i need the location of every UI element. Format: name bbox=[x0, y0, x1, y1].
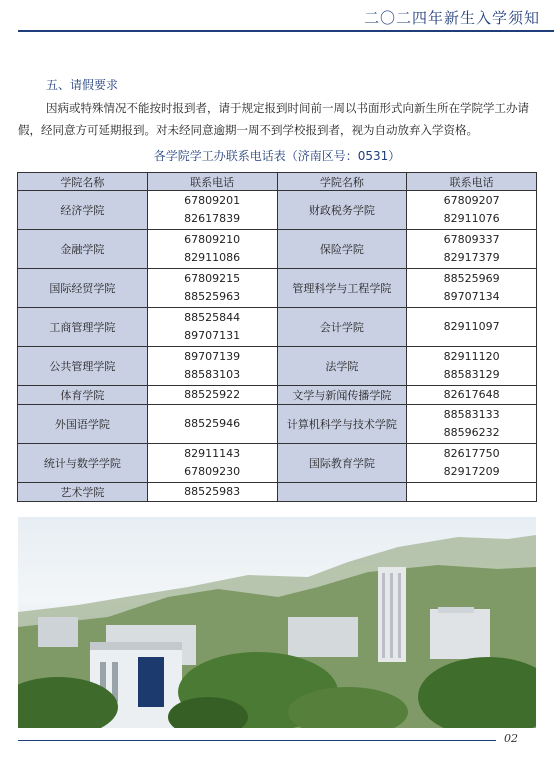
college-name-cell: 国际经贸学院 bbox=[18, 269, 148, 308]
college-name-cell: 公共管理学院 bbox=[18, 347, 148, 386]
page-header bbox=[18, 0, 554, 32]
table-row bbox=[18, 405, 537, 444]
phone-number: 88525946 bbox=[184, 417, 241, 430]
phone-cell bbox=[147, 347, 277, 386]
table-row bbox=[18, 308, 537, 347]
phone-cell bbox=[407, 444, 537, 483]
phone-cell bbox=[147, 308, 277, 347]
phone-number: 88583103 bbox=[184, 368, 241, 381]
table-row bbox=[18, 230, 537, 269]
phone-cell bbox=[407, 191, 537, 230]
header-divider bbox=[18, 30, 554, 32]
phone-cell bbox=[147, 444, 277, 483]
phone-number: 88525922 bbox=[184, 388, 241, 401]
college-name-cell: 文学与新闻传播学院 bbox=[277, 386, 407, 405]
table-row bbox=[18, 444, 537, 483]
table-row bbox=[18, 347, 537, 386]
college-name-cell: 保险学院 bbox=[277, 230, 407, 269]
table-row bbox=[18, 269, 537, 308]
phone-cell bbox=[147, 405, 277, 444]
college-name-cell: 法学院 bbox=[277, 347, 407, 386]
phone-cell bbox=[147, 483, 277, 502]
table-row bbox=[18, 386, 537, 405]
section-paragraph: 因病或特殊情况不能按时报到者，请于规定报到时间前一周以书面形式向新生所在学院学工办请假，经同意方可延期报到。对未经同意逾期一周不到学校报到者，视为自动放弃入学资格。 bbox=[18, 101, 529, 137]
phone-cell bbox=[407, 483, 537, 502]
table-body bbox=[18, 191, 537, 502]
phone-cell bbox=[407, 405, 537, 444]
campus-photo bbox=[18, 517, 536, 728]
phone-number: 88525983 bbox=[184, 485, 241, 498]
college-name-cell: 国际教育学院 bbox=[277, 444, 407, 483]
phone-number: 67809201 bbox=[184, 194, 241, 207]
footer-divider bbox=[18, 740, 496, 741]
phone-number: 67809337 bbox=[443, 233, 500, 246]
phone-number: 82911076 bbox=[443, 212, 500, 225]
college-name-cell: 财政税务学院 bbox=[277, 191, 407, 230]
phone-number: 82617750 bbox=[443, 447, 500, 460]
phone-number: 82911120 bbox=[443, 350, 500, 363]
contact-table bbox=[17, 172, 537, 502]
phone-number: 89707139 bbox=[184, 350, 241, 363]
college-name-cell: 艺术学院 bbox=[18, 483, 148, 502]
college-name-cell: 统计与数学学院 bbox=[18, 444, 148, 483]
college-name-cell: 计算机科学与技术学院 bbox=[277, 405, 407, 444]
college-name-cell: 管理科学与工程学院 bbox=[277, 269, 407, 308]
phone-cell bbox=[407, 386, 537, 405]
phone-cell bbox=[147, 269, 277, 308]
college-name-cell: 会计学院 bbox=[277, 308, 407, 347]
phone-number: 67809215 bbox=[184, 272, 241, 285]
phone-cell bbox=[407, 308, 537, 347]
phone-number: 88583129 bbox=[443, 368, 500, 381]
phone-cell bbox=[147, 386, 277, 405]
phone-cell bbox=[407, 347, 537, 386]
phone-cell bbox=[147, 191, 277, 230]
phone-number: 82911086 bbox=[184, 251, 241, 264]
table-row bbox=[18, 483, 537, 502]
phone-number: 67809210 bbox=[184, 233, 241, 246]
college-name-cell: 外国语学院 bbox=[18, 405, 148, 444]
phone-number: 67809230 bbox=[184, 465, 241, 478]
header-college-name: 学院名称 bbox=[18, 173, 148, 191]
college-name-cell: 金融学院 bbox=[18, 230, 148, 269]
header-college-name: 学院名称 bbox=[277, 173, 407, 191]
header-phone: 联系电话 bbox=[147, 173, 277, 191]
phone-number: 88583133 bbox=[443, 408, 500, 421]
phone-cell bbox=[407, 230, 537, 269]
table-row bbox=[18, 191, 537, 230]
campus-photo-illustration bbox=[18, 517, 536, 728]
phone-number: 82617648 bbox=[443, 388, 500, 401]
phone-number: 88525963 bbox=[184, 290, 241, 303]
phone-number: 88525969 bbox=[443, 272, 500, 285]
header-title: 二〇二四年新生入学须知 bbox=[363, 9, 540, 27]
phone-number: 82911143 bbox=[184, 447, 241, 460]
phone-cell bbox=[407, 269, 537, 308]
phone-number: 67809207 bbox=[443, 194, 500, 207]
phone-number: 82917379 bbox=[443, 251, 500, 264]
table-title: 各学院学工办联系电话表（济南区号：0531） bbox=[153, 149, 401, 163]
phone-number: 82917209 bbox=[443, 465, 500, 478]
college-name-cell bbox=[277, 483, 407, 502]
page-number: 02 bbox=[504, 732, 518, 745]
phone-number: 89707131 bbox=[184, 329, 241, 342]
section-title: 五、请假要求 bbox=[46, 78, 119, 92]
phone-cell bbox=[147, 230, 277, 269]
college-name-cell: 体育学院 bbox=[18, 386, 148, 405]
college-name-cell: 经济学院 bbox=[18, 191, 148, 230]
phone-number: 88525844 bbox=[184, 311, 241, 324]
phone-number: 82617839 bbox=[184, 212, 241, 225]
phone-number: 88596232 bbox=[443, 426, 500, 439]
header-phone: 联系电话 bbox=[407, 173, 537, 191]
phone-number: 82911097 bbox=[443, 320, 500, 333]
college-name-cell: 工商管理学院 bbox=[18, 308, 148, 347]
phone-number: 89707134 bbox=[443, 290, 500, 303]
